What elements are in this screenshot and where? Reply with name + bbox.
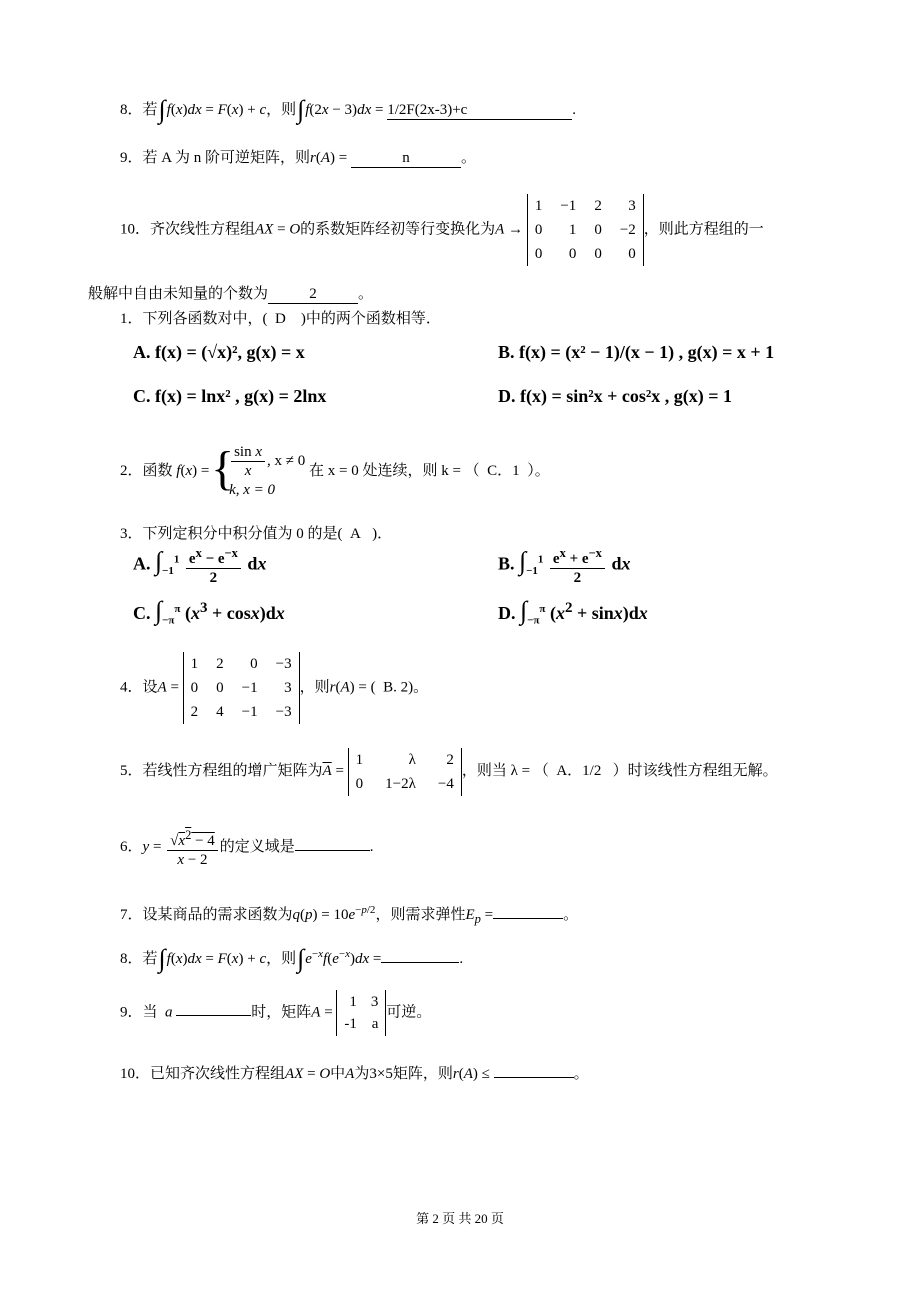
answer-blank[interactable]: [176, 1015, 251, 1016]
blank-question-7: 7．设某商品的需求函数为$q(p) = 10e^{-p/2}$，则需求弹性$E_p$ = 。: [120, 904, 579, 926]
option-b: B. f(x) = (x² − 1)/(x − 1) , g(x) = x + 1: [498, 342, 775, 362]
blank-question-9: 9．当 a 时，矩阵A = 1 3 -1 a 可逆。: [120, 990, 431, 1034]
matrix-cell: −1: [560, 198, 577, 214]
matrix-cell: 1: [349, 994, 357, 1010]
option-d: D. f(x) = sin²x + cos²x , g(x) = 1: [498, 386, 733, 406]
matrix-cell: 0: [250, 656, 258, 672]
answer-blank[interactable]: [494, 1077, 574, 1078]
matrix-cell: 3: [370, 994, 379, 1010]
matrix-cell: 0: [628, 246, 636, 262]
matrix-cell: 0: [568, 246, 577, 262]
integral-option-c: C. $\int_{-\pi}^\pi$ $(x^3 + \cos x)dx$: [133, 596, 285, 627]
matrix-cell: 0: [216, 680, 224, 696]
matrix-cell: 0: [594, 222, 602, 238]
matrix-cell: 2: [190, 704, 199, 720]
matrix-cell: −1: [241, 680, 258, 696]
matrix-cell: 3: [284, 680, 292, 696]
matrix-cell: −3: [275, 656, 292, 672]
mc-question-2: 2．函数 f(x) = { $\frac{\text{sin x}}{x}$ , x ≠ 0 k, x = 0 在 x = 0 处连续，则 k = （ C．1 ）。: [120, 442, 550, 499]
mc-question-5: 5．若线性方程组的增广矩阵为$\overline{A}$ = 1 λ 2 0 1−2λ −4 ，则当 λ = （ A．1/2 ）时该线性方程组无解。: [120, 746, 778, 796]
matrix-cell: −1: [241, 704, 258, 720]
matrix-cell: 1: [568, 222, 577, 238]
matrix-cell: 1−2λ: [385, 775, 416, 792]
answer-blank: 1/2F(2x-3)+c: [387, 102, 572, 120]
mc-question-4: 4．设A = 1 2 0 −3 0 0 −1 3 2 4 −1 −3 ，则r(A) = ( B. 2)。: [120, 652, 428, 722]
matrix-cell: 1: [355, 751, 364, 768]
integral-option-a: A. $\int_{-1}^1$ $\frac{e^x - e^{-x}}{2}$ dx: [133, 546, 267, 586]
matrix-cell: 1: [190, 656, 199, 672]
question-8-top: 8．若∫f(x)dx = F(x) + c，则∫f(2x − 3)dx = 1/2F(2x-3)+c .: [120, 95, 576, 124]
answer-blank: 2: [268, 286, 358, 304]
matrix-cell: 0: [594, 246, 602, 262]
matrix-cell: 0: [190, 680, 199, 696]
blank-question-10: 10．已知齐次线性方程组AX = O中A为3×5矩阵，则r(A) ≤ 。: [120, 1066, 589, 1082]
question-9-top: 9．若 A 为 n 阶可逆矩阵，则r(A) = n 。: [120, 150, 477, 166]
matrix-cell: 4: [216, 704, 224, 720]
mc-question-3: 3．下列定积分中积分值为 0 的是( A )．: [120, 526, 393, 542]
matrix-cell: 2: [594, 198, 602, 214]
matrix-cell: −4: [437, 775, 454, 792]
matrix-2x2: [336, 990, 386, 1036]
matrix-cell: λ: [408, 751, 416, 768]
matrix-cell: −3: [275, 704, 292, 720]
augmented-matrix: [348, 748, 462, 796]
matrix-cell: 0: [534, 222, 543, 238]
matrix-cell: 2: [446, 751, 454, 768]
answer-blank[interactable]: [493, 918, 563, 919]
matrix-cell: 0: [355, 775, 364, 792]
integral-option-d: D. $\int_{-\pi}^\pi$ $(x^2 + \sin x)dx$: [498, 596, 648, 627]
matrix-cell: 3: [628, 198, 636, 214]
matrix-cell: a: [371, 1016, 379, 1032]
matrix-cell: −2: [619, 222, 636, 238]
mc-question-1: 1．下列各函数对中，( D )中的两个函数相等．: [120, 311, 441, 327]
option-c: C. f(x) = lnx² , g(x) = 2lnx: [133, 386, 327, 406]
integral-option-b: B. $\int_{-1}^1$ $\frac{e^x + e^{-x}}{2}$ dx: [498, 546, 631, 586]
blank-question-8: 8．若∫f(x)dx = F(x) + c，则$\int e^{-x}f(e^{-x})dx$ = .: [120, 944, 464, 973]
matrix-a: [183, 652, 300, 724]
matrix-cell: -1: [344, 1016, 357, 1032]
matrix-cell: 1: [534, 198, 543, 214]
blank-question-6: 6．y = $\frac{√x^2 - 4}{x - 2}$ 的定义域是 .: [120, 828, 374, 869]
matrix-cell: 2: [216, 656, 224, 672]
option-a: A. f(x) = (√x)², g(x) = x: [133, 342, 305, 362]
answer-blank[interactable]: [295, 850, 370, 851]
question-10-top: 10．齐次线性方程组AX = O的系数矩阵经初等行变换化为A → 1 −1 2 3 0 1 0 −2 0 0 0 0 ，则此方程组的一: [120, 194, 764, 264]
row-echelon-matrix: [527, 194, 644, 266]
answer-blank: n: [351, 150, 461, 168]
page-footer: 第 2 页 共 20 页: [416, 1211, 504, 1226]
question-10-line2: 般解中自由未知量的个数为 2 。: [88, 286, 374, 302]
matrix-cell: 0: [534, 246, 543, 262]
answer-blank[interactable]: [381, 962, 459, 963]
